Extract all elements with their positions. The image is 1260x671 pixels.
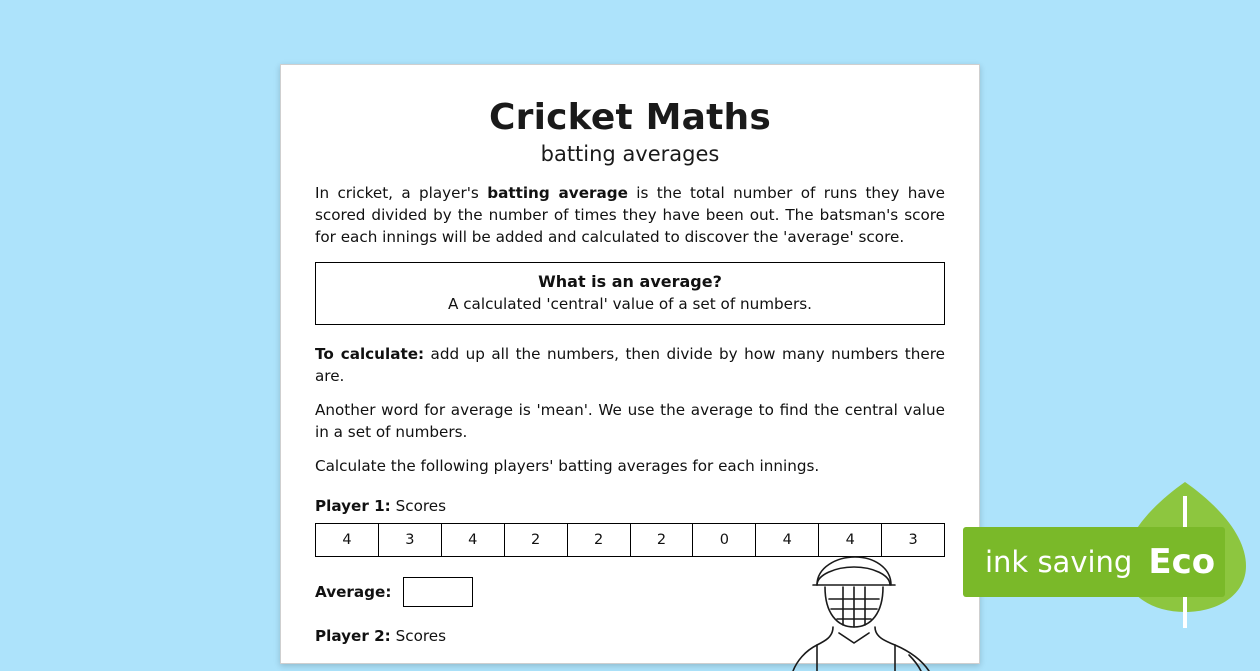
page-subtitle: batting averages — [540, 142, 720, 166]
player-2-scores-word: Scores — [390, 627, 447, 646]
definition-question: What is an average? — [538, 272, 722, 292]
score-cell: 0 — [693, 524, 756, 556]
player-1-score-row — [315, 523, 945, 557]
eco-label: Eco — [1148, 542, 1216, 582]
score-cell: 4 — [316, 524, 379, 556]
score-cell: 2 — [568, 524, 631, 556]
score-cell: 2 — [631, 524, 694, 556]
worksheet-page — [280, 64, 980, 664]
score-cell: 3 — [882, 524, 945, 556]
player-1-average-row — [315, 577, 945, 607]
player-2-name: Player 2: — [315, 627, 391, 646]
definition-answer: A calculated 'central' value of a set of numbers. — [447, 295, 813, 314]
score-cell: 4 — [819, 524, 882, 556]
mean-paragraph: Another word for average is 'mean'. We use the average to find the central value in a set of numbers. — [315, 401, 945, 442]
instruction-paragraph: Calculate the following players' batting averages for each innings. — [315, 457, 820, 476]
cricketer-illustration — [781, 551, 971, 671]
intro-text-2: is the total number of runs they have scored divided by the number of times they have been out. The batsman's score for each innings will be added and calculated to discover the 'average' score. — [315, 184, 945, 247]
intro-text-bold: batting average — [487, 184, 628, 202]
player-1-scores-word: Scores — [390, 497, 447, 516]
calculate-paragraph — [315, 343, 945, 387]
intro-paragraph — [315, 182, 945, 248]
score-cell: 4 — [442, 524, 505, 556]
player-1-average-input[interactable] — [403, 577, 473, 607]
player-1-label — [315, 497, 945, 515]
eco-saving-badge — [963, 527, 1225, 597]
score-cell: 4 — [756, 524, 819, 556]
calculate-text: add up all the numbers, then divide by how many numbers there are. — [315, 345, 945, 386]
eco-ink-label: ink saving — [985, 545, 1133, 579]
calculate-label: To calculate: — [315, 345, 425, 364]
player-1-average-label: Average: — [315, 583, 392, 602]
page-title: Cricket Maths — [489, 97, 771, 138]
player-2-label — [315, 627, 945, 645]
score-cell: 3 — [379, 524, 442, 556]
intro-text-1: In cricket, a player's — [315, 184, 488, 202]
player-1-name: Player 1: — [315, 497, 391, 516]
definition-box — [315, 262, 945, 325]
score-cell: 2 — [505, 524, 568, 556]
